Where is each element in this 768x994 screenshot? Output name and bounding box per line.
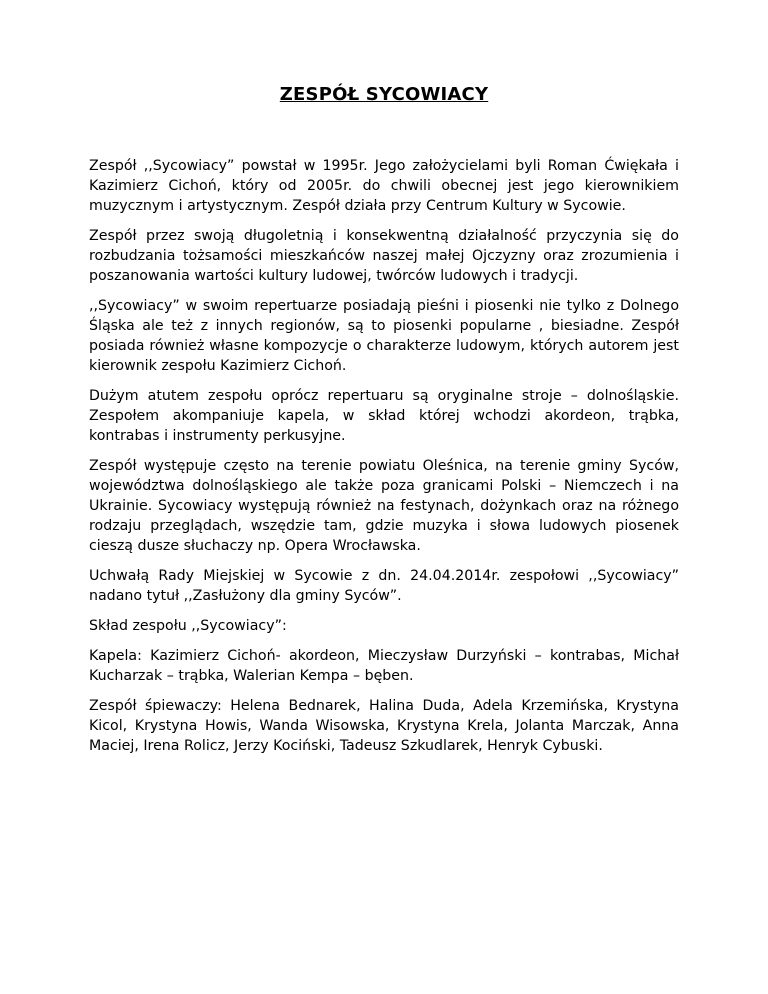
paragraph-performances: Zespół występuje często na terenie powiatu Oleśnica, na terenie gminy Syców, województwa dolnośląskiego ale także poza granicami Polski – Niemczech i na Ukrainie. Sycowiacy występują również na festynach, dożynkach oraz na różnego rodzaju przeglądach, wszędzie tam, gdzie muzyka i słowa ludowych piosenek cieszą dusze słuchaczy np. Opera Wrocławska.	[89, 458, 679, 554]
paragraph-costumes: Dużym atutem zespołu oprócz repertuaru są oryginalne stroje – dolnośląskie. Zespołem akompaniuje kapela, w skład której wchodzi akordeon, trąbka, kontrabas i instrumenty perkusyjne.	[89, 388, 679, 444]
paragraph-history: Zespół ,,Sycowiacy” powstał w 1995r. Jego założycielami byli Roman Ćwiękała i Kazimierz Cichoń, który od 2005r. do chwili obecnej jest jego kierownikiem muzycznym i artystycznym. Zespół działa przy Centrum Kultury w Sycowie.	[89, 158, 679, 214]
paragraph-repertoire: ,,Sycowiacy” w swoim repertuarze posiadają pieśni i piosenki nie tylko z Dolnego Śląska ale też z innych regionów, są to piosenki popularne , biesiadne. Zespół posiada również własne kompozycje o charakterze ludowym, których autorem jest kierownik zespołu Kazimierz Cichoń.	[89, 298, 679, 374]
paragraph-award: Uchwałą Rady Miejskiej w Sycowie z dn. 24.04.2014r. zespołowi ,,Sycowiacy” nadano tytuł ,,Zasłużony dla gminy Syców”.	[89, 568, 679, 604]
paragraph-band: Kapela: Kazimierz Cichoń- akordeon, Mieczysław Durzyński – kontrabas, Michał Kucharzak – trąbka, Walerian Kempa – bęben.	[89, 648, 679, 684]
document-body	[89, 156, 679, 766]
paragraph-members-heading: Skład zespołu ,,Sycowiacy”:	[89, 618, 287, 634]
document-title: ZESPÓŁ SYCOWIACY	[279, 84, 489, 105]
paragraph-singers: Zespół śpiewaczy: Helena Bednarek, Halina Duda, Adela Krzemińska, Krystyna Kicol, Krystyna Howis, Wanda Wisowska, Krystyna Krela, Jolanta Marczak, Anna Maciej, Irena Rolicz, Jerzy Kociński, Tadeusz Szkudlarek, Henryk Cybuski.	[89, 698, 679, 754]
paragraph-mission: Zespół przez swoją długoletnią i konsekwentną działalność przyczynia się do rozbudzania tożsamości mieszkańców naszej małej Ojczyzny oraz zrozumienia i poszanowania wartości kultury ludowej, twórców ludowych i tradycji.	[89, 228, 679, 284]
